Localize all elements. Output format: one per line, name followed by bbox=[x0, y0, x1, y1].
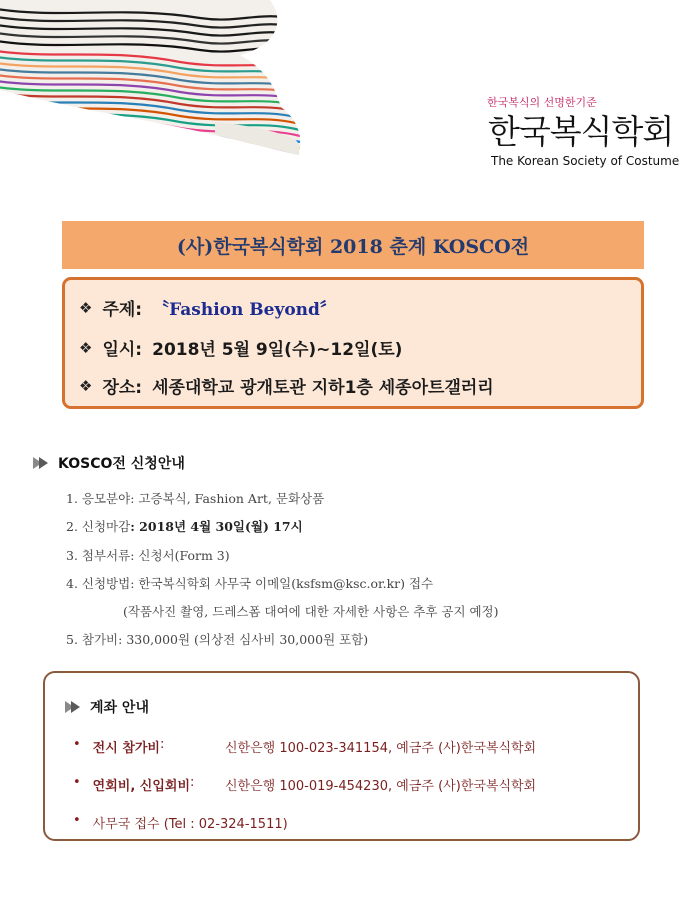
apply-item-label: 2. 신청마감 bbox=[66, 519, 131, 534]
apply-item-bold: : 2018년 4월 30일(월) 17시 bbox=[130, 519, 303, 534]
diamond-bullet-icon: ❖ bbox=[79, 338, 93, 357]
diamond-bullet-icon: ❖ bbox=[79, 298, 93, 317]
apply-item-value: 고증복식, Fashion Art, 문화상품 bbox=[138, 491, 325, 506]
account-heading-text: 계좌 안내 bbox=[90, 700, 149, 716]
triangle-arrow-icon bbox=[71, 701, 80, 713]
summary-label: 일시: bbox=[102, 340, 143, 360]
logo-tagline: 한국복식의 선명한기준 bbox=[487, 96, 597, 109]
account-row bbox=[73, 775, 537, 794]
summary-venue-value: 세종대학교 광개토관 지하1층 세종아트갤러리 bbox=[152, 378, 494, 398]
diamond-bullet-icon: ❖ bbox=[79, 376, 93, 395]
summary-label: 주제: bbox=[102, 300, 143, 320]
logo-name-english: The Korean Society of Costume bbox=[491, 154, 680, 168]
account-info-box bbox=[43, 671, 640, 841]
event-summary-box bbox=[62, 277, 644, 409]
apply-item-label: 1. 응모분야: bbox=[66, 491, 139, 506]
account-value: 사무국 접수 (Tel : 02-324-1511) bbox=[92, 817, 288, 832]
apply-section-heading bbox=[33, 453, 185, 473]
event-title-banner bbox=[62, 221, 644, 269]
apply-heading-text: KOSCO전 신청안내 bbox=[58, 456, 185, 472]
apply-item-value: 한국복식학회 사무국 이메일(ksfsm@ksc.or.kr) 접수 bbox=[138, 576, 434, 591]
apply-item-label: 4. 신청방법: bbox=[66, 576, 139, 591]
logo-name-korean: 한국복식학회 bbox=[488, 112, 674, 151]
apply-item-value: 신청서(Form 3) bbox=[138, 548, 230, 563]
apply-item bbox=[66, 630, 368, 648]
summary-theme-row bbox=[79, 295, 337, 320]
summary-date-row bbox=[79, 335, 402, 360]
account-separator: : bbox=[190, 775, 195, 790]
bullet-dot-icon: • bbox=[73, 813, 81, 828]
account-separator: : bbox=[160, 737, 165, 752]
apply-item-note bbox=[123, 602, 499, 620]
apply-item-value: 330,000원 (의상전 심사비 30,000원 포함) bbox=[126, 632, 369, 647]
account-section-heading bbox=[65, 697, 149, 717]
apply-item bbox=[66, 574, 433, 592]
bullet-dot-icon: • bbox=[73, 775, 81, 790]
account-value: 신한은행 100-019-454230, 예금주 (사)한국복식학회 bbox=[225, 779, 537, 794]
apply-item-value: (작품사진 촬영, 드레스폼 대여에 대한 자세한 사항은 추후 공지 예정) bbox=[123, 604, 499, 619]
account-row bbox=[73, 737, 537, 756]
apply-item bbox=[66, 517, 303, 535]
apply-item-label: 3. 첨부서류: bbox=[66, 548, 139, 563]
event-title: (사)한국복식학회 2018 춘계 KOSCO전 bbox=[176, 235, 530, 258]
apply-item bbox=[66, 546, 230, 564]
account-label: 전시 참가비 bbox=[92, 741, 160, 756]
account-value: 신한은행 100-023-341154, 예금주 (사)한국복식학회 bbox=[225, 741, 537, 756]
account-row bbox=[73, 813, 288, 832]
summary-label: 장소: bbox=[102, 378, 143, 398]
summary-venue-row bbox=[79, 373, 494, 398]
scarf-illustration bbox=[0, 0, 310, 160]
account-label: 연회비, 신입회비 bbox=[92, 779, 191, 794]
apply-item-label: 5. 참가비: bbox=[66, 632, 127, 647]
bullet-dot-icon: • bbox=[73, 737, 81, 752]
summary-theme-value: 〝Fashion Beyond〞 bbox=[152, 300, 337, 320]
apply-item bbox=[66, 489, 324, 507]
triangle-arrow-icon bbox=[39, 457, 48, 469]
summary-date-value: 2018년 5월 9일(수)~12일(토) bbox=[152, 340, 403, 360]
